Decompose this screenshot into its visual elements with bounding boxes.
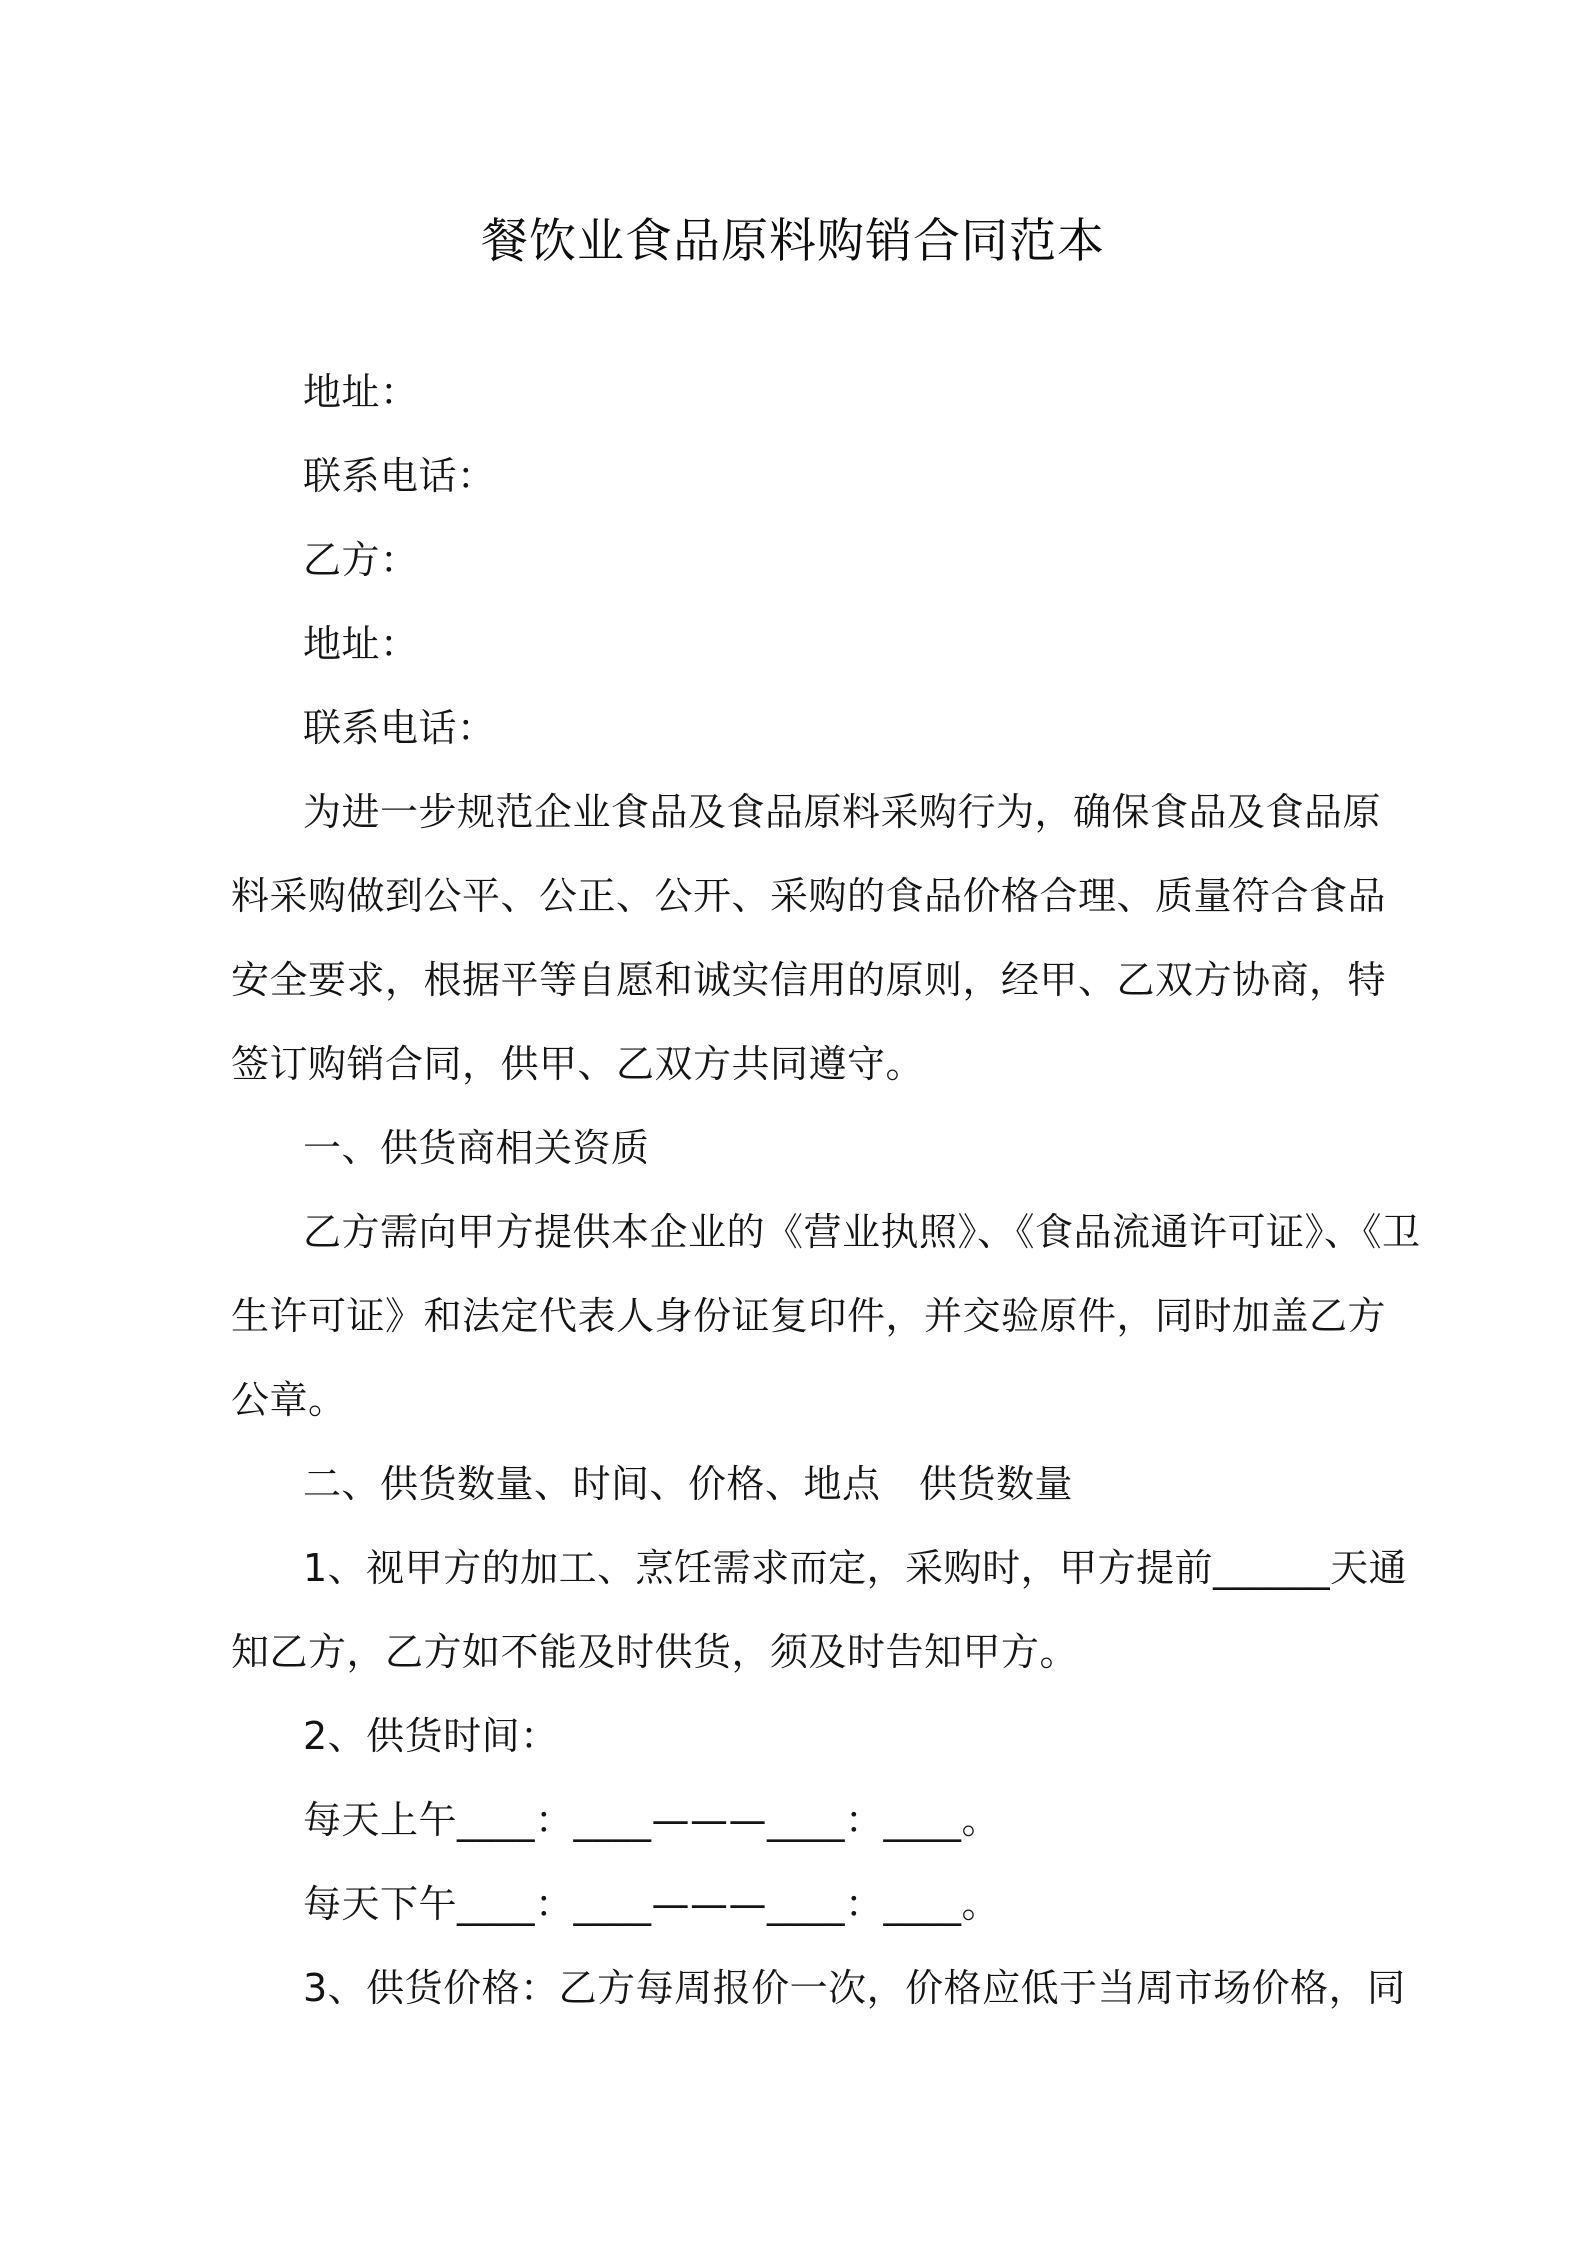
section-heading-qualifications: 一、供货商相关资质 — [303, 1126, 650, 1170]
section-heading-supply: 二、供货数量、时间、价格、地点 供货数量 — [303, 1462, 1074, 1506]
supply-time-afternoon: 每天下午____：____———____：____。 — [303, 1882, 1001, 1926]
supply-item-1-line-1: 1、视甲方的加工、烹饪需求而定，采购时，甲方提前______天通 — [303, 1546, 1408, 1590]
party-a-address-label: 地址： — [303, 370, 419, 414]
preamble-line-4: 签订购销合同，供甲、乙双方共同遵守。 — [231, 1042, 925, 1086]
preamble-line-2: 料采购做到公平、公正、公开、采购的食品价格合理、质量符合食品 — [231, 874, 1387, 918]
party-b-phone-label: 联系电话： — [303, 706, 496, 750]
qualifications-line-3: 公章。 — [231, 1378, 347, 1422]
supply-item-2-label: 2、供货时间： — [303, 1714, 559, 1758]
preamble-line-1: 为进一步规范企业食品及食品原料采购行为，确保食品及食品原 — [303, 790, 1382, 834]
party-b-label: 乙方： — [303, 538, 419, 582]
document-title: 餐饮业食品原料购销合同范本 — [481, 214, 1105, 269]
preamble-line-3: 安全要求，根据平等自愿和诚实信用的原则，经甲、乙双方协商，特 — [231, 958, 1387, 1002]
supply-time-morning: 每天上午____：____———____：____。 — [303, 1798, 1001, 1842]
qualifications-line-2: 生许可证》和法定代表人身份证复印件，并交验原件，同时加盖乙方 — [231, 1294, 1387, 1338]
party-a-phone-label: 联系电话： — [303, 454, 496, 498]
supply-item-1-line-2: 知乙方，乙方如不能及时供货，须及时告知甲方。 — [231, 1630, 1079, 1674]
party-b-address-label: 地址： — [303, 622, 419, 666]
supply-item-3-line-1: 3、供货价格：乙方每周报价一次，价格应低于当周市场价格，同 — [303, 1966, 1406, 2010]
qualifications-line-1: 乙方需向甲方提供本企业的《营业执照》、《食品流通许可证》、《卫 — [303, 1210, 1421, 1254]
